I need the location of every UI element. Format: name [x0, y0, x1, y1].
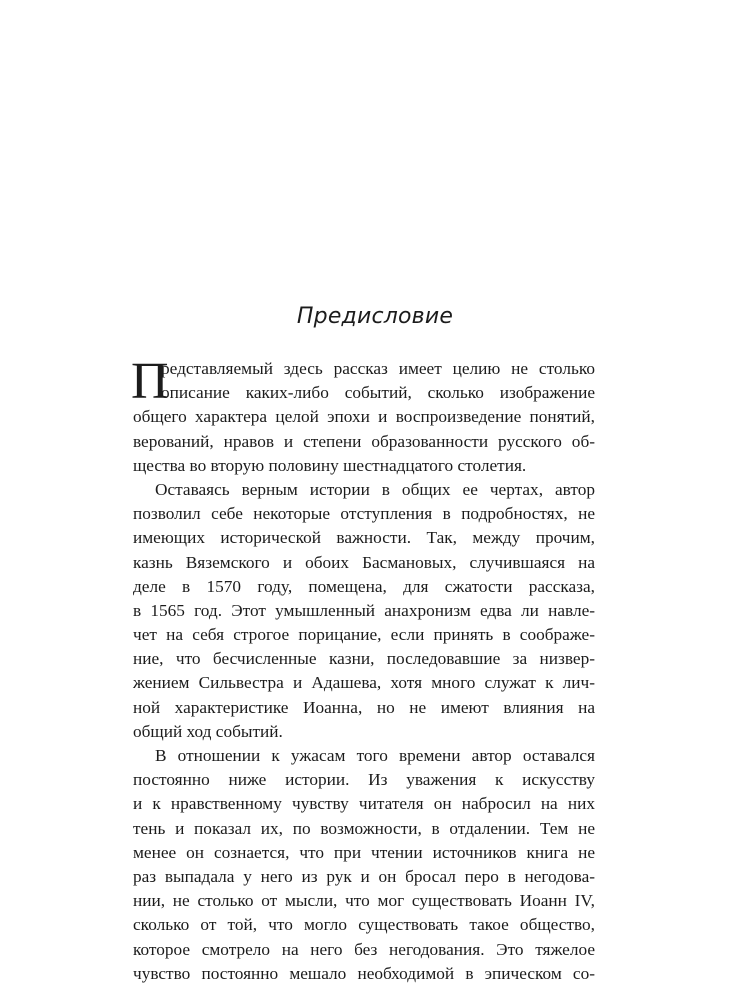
text-line: и к нравственному чувству читателя он набросил на них: [133, 794, 595, 814]
text-line: имеющих исторической важности. Так, между прочим,: [133, 528, 595, 548]
text-line: деле в 1570 году, помещена, для сжатости рассказа,: [133, 576, 595, 596]
text-line: позволил себе некоторые отступления в подробностях, не: [133, 504, 595, 524]
text-line: ной характеристике Иоанна, но не имеют влияния на: [133, 697, 595, 717]
text-line: нии, не столько от мысли, что мог существовать Иоанн IV,: [133, 891, 595, 911]
text-line: раз выпадала у него из рук и он бросал перо в негодова-: [133, 866, 595, 886]
preface-text: [131, 353, 595, 986]
text-line: чувство постоянно мешало необходимой в эпическом со-: [133, 963, 595, 983]
text-line: сколько от той, что могло существовать такое общество,: [133, 915, 595, 935]
text-line: чет на себя строгое порицание, если принять в соображе-: [133, 625, 595, 645]
text-line: постоянно ниже истории. Из уважения к искусству: [133, 770, 595, 790]
text-line: редставляемый здесь рассказ имеет целию не столько: [161, 359, 595, 378]
text-line: ние, что бесчисленные казни, последовавшие за низвер-: [133, 649, 595, 669]
text-line: верований, нравов и степени образованности русского об-: [133, 431, 595, 451]
text-line: Оставаясь верным истории в общих ее чертах, автор: [155, 479, 595, 499]
text-line: В отношении к ужасам того времени автор оставался: [155, 746, 595, 765]
text-line: казнь Вяземского и обоих Басмановых, случившаяся на: [133, 552, 595, 572]
text-line: общий ход событий.: [133, 721, 283, 741]
text-line: общего характера целой эпохи и воспроизведение понятий,: [133, 407, 595, 427]
text-line: щества во вторую половину шестнадцатого столетия.: [133, 455, 527, 475]
text-line: тень и показал их, по возможности, в отдалении. Тем не: [133, 818, 595, 838]
text-line: которое смотрело на него без негодования. Это тяжелое: [133, 939, 595, 959]
text-line: в 1565 год. Этот умышленный анахронизм едва ли навле-: [133, 600, 595, 620]
text-line: описание каких-либо событий, сколько изображение: [161, 383, 595, 403]
drop-cap-letter: П: [131, 353, 169, 410]
text-line: жением Сильвестра и Адашева, хотя много служат к лич-: [133, 673, 595, 693]
text-line: менее он сознается, что при чтении источников книга не: [133, 842, 595, 862]
page-title: Предисловие: [296, 304, 454, 329]
